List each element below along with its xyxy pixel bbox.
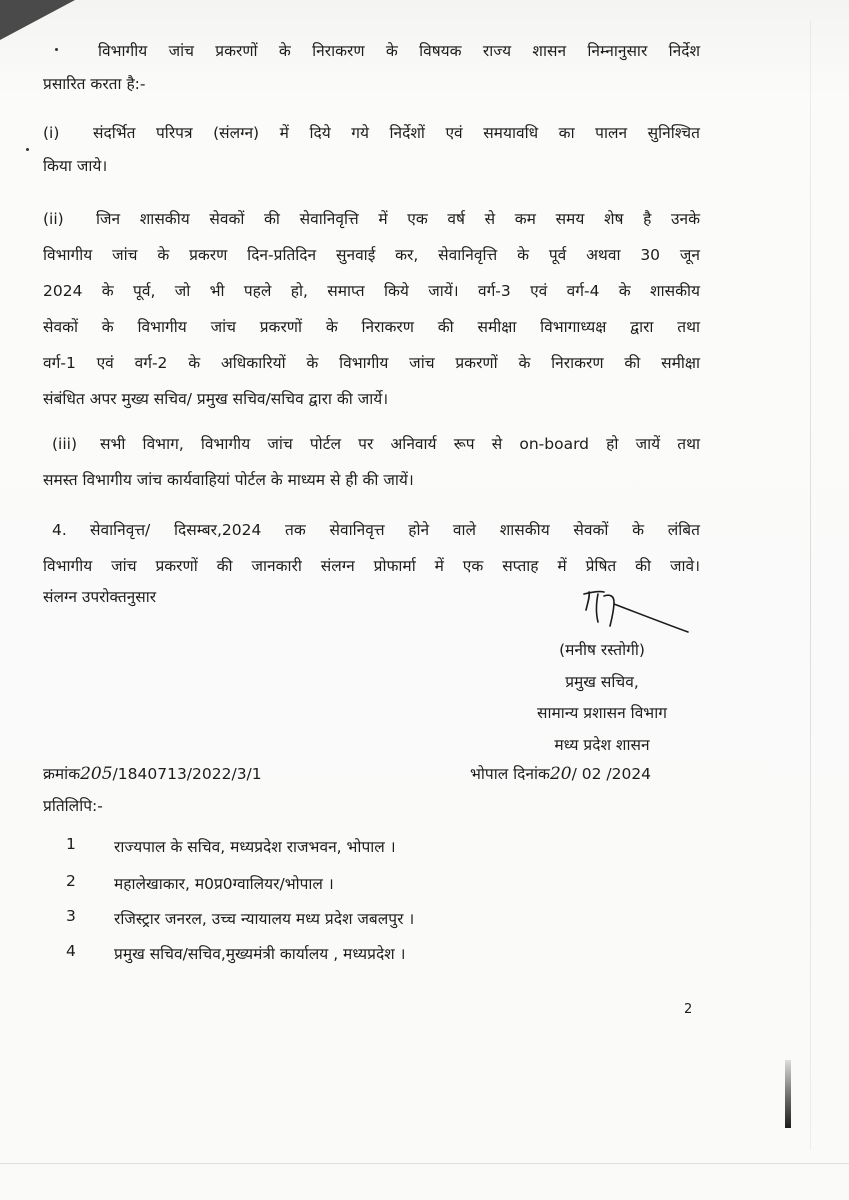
point-iii-line-2: समस्त विभागीय जांच कार्यवाहियां पोर्टल के माध्यम से ही की जायें। (43, 471, 414, 489)
signatory-government: मध्य प्रदेश शासन (554, 735, 650, 754)
point-ii-line-2: विभागीय जांच के प्रकरण दिन-प्रतिदिन सुनवाई कर, सेवानिवृत्ति के पूर्व अथवा 30 जून (43, 246, 700, 264)
copy-to-item-number: 3 (66, 907, 76, 925)
intro-line-2: प्रसारित करता है:- (43, 75, 146, 93)
place-date-label: भोपाल दिनांक (470, 765, 550, 783)
point-iii-line-1: सभी विभाग, विभागीय जांच पोर्टल पर अनिवार्य रूप से on-board हो जायें तथा (100, 435, 700, 453)
point-ii-line-5: वर्ग-1 एवं वर्ग-2 के अधिकारियों के विभागीय जांच प्रकरणों के निराकरण की समीक्षा (43, 354, 700, 372)
copy-to-item-text: राज्यपाल के सचिव, मध्यप्रदेश राजभवन, भोपाल । (114, 838, 396, 856)
point-4-line-3: संलग्न उपरोक्तनुसार (43, 588, 157, 606)
reference-number (43, 764, 262, 784)
copy-to-item-number: 4 (66, 942, 76, 960)
point-4-line-1: सेवानिवृत्त/ दिसम्बर,2024 तक सेवानिवृत्त होने वाले शासकीय सेवकों के लंबित (90, 521, 700, 539)
reference-label: क्रमांक (43, 765, 81, 783)
copy-to-label: प्रतिलिपि:- (43, 797, 103, 815)
point-ii-line-1: जिन शासकीय सेवकों की सेवानिवृत्ति में एक वर्ष से कम समय शेष है उनके (96, 210, 700, 228)
point-4-line-2: विभागीय जांच प्रकरणों की जानकारी संलग्न प्रोफार्मा में एक सप्ताह में प्रेषित की जावे। (43, 557, 700, 575)
signatory-name: (मनीष रस्तोगी) (559, 641, 645, 659)
scan-speck (55, 48, 58, 51)
date-rest: / 02 /2024 (571, 765, 652, 783)
scan-speck (26, 148, 29, 151)
signatory-designation: प्रमुख सचिव, (565, 672, 639, 691)
reference-handwritten-number: 205 (80, 764, 113, 784)
copy-to-item-text: महालेखाकार, म0प्र0ग्वालियर/भोपाल । (114, 875, 334, 893)
point-i-line-1: संदर्भित परिपत्र (संलग्न) में दिये गये निर्देशों एवं समयावधि का पालन सुनिश्चित (93, 124, 700, 142)
signatory-block (507, 640, 697, 766)
intro-line-1: विभागीय जांच प्रकरणों के निराकरण के विषयक राज्य शासन निम्नानुसार निर्देश (98, 42, 700, 60)
copy-to-item-text: रजिस्ट्रार जनरल, उच्च न्यायालय मध्य प्रदेश जबलपुर । (114, 910, 415, 928)
handwritten-signature (580, 588, 692, 638)
point-ii-line-4: सेवकों के विभागीय जांच प्रकरणों के निराकरण की समीक्षा विभागाध्यक्ष द्वारा तथा (43, 318, 700, 336)
place-date (470, 764, 651, 784)
copy-to-item-number: 1 (66, 835, 76, 853)
reference-file-number: /1840713/2022/3/1 (112, 765, 262, 783)
point-4-marker: 4. (52, 521, 67, 539)
copy-to-item-number: 2 (66, 872, 76, 890)
scan-bottom-edge (0, 1163, 849, 1164)
point-i-marker: (i) (43, 124, 60, 142)
scan-edge-mark (785, 1060, 791, 1128)
signatory-department: सामान्य प्रशासन विभाग (537, 704, 667, 722)
point-ii-line-3: 2024 के पूर्व, जो भी पहले हो, समाप्त किये जायें। वर्ग-3 एवं वर्ग-4 के शासकीय (43, 282, 700, 300)
point-i-line-2: किया जाये। (43, 157, 108, 175)
page-number: 2 (684, 1002, 693, 1017)
point-iii-marker: (iii) (52, 435, 78, 453)
point-ii-line-6: संबंधित अपर मुख्य सचिव/ प्रमुख सचिव/सचिव द्वारा की जार्ये। (43, 390, 389, 408)
date-handwritten-day: 20 (549, 764, 572, 784)
copy-to-item-text: प्रमुख सचिव/सचिव,मुख्यमंत्री कार्यालय , मध्यप्रदेश । (114, 945, 406, 963)
scan-edge-shadow (810, 20, 811, 1150)
scan-corner-fold (0, 0, 75, 40)
point-ii-marker: (ii) (43, 210, 64, 228)
